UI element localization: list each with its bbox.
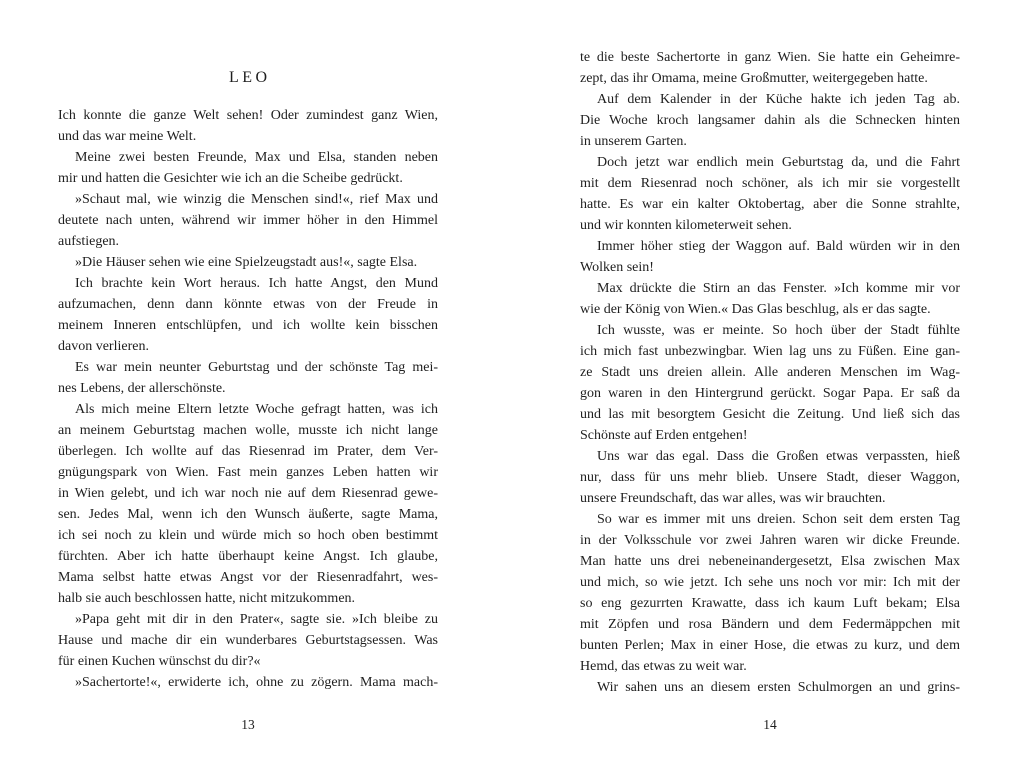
- text-line: wie der König von Wien.« Das Glas beschlug, als er das sagte.: [580, 302, 931, 317]
- text-line: nes Lebens, der allerschönste.: [58, 381, 226, 396]
- text-line: mit dem Riesenrad noch schöner, als ich mir sie vorgestellt: [580, 176, 960, 191]
- text-line: Auf dem Kalender in der Küche hakte ich jeden Tag ab.: [597, 92, 960, 107]
- text-line: Schönste auf Erden entgehen!: [580, 428, 748, 443]
- text-line: bunten Perlen; Max in einer Hose, die etwas zu kurz, und dem: [580, 638, 960, 653]
- text-line: »Papa geht mit dir in den Prater«, sagte sie. »Ich bleibe zu: [75, 612, 438, 627]
- text-line: hatte. Es war ein kalter Oktobertag, aber die Sonne strahlte,: [580, 197, 960, 212]
- left-text-block: [58, 105, 438, 693]
- text-line: Mama selbst hatte etwas Angst vor der Riesenradfahrt, wes-: [58, 570, 438, 585]
- text-line: an meinem Geburtstag machen wolle, musste ich nicht lange: [58, 423, 438, 438]
- text-line: und las mit besorgtem Gesicht die Zeitung. Und ließ sich das: [580, 407, 960, 422]
- page-right: [580, 0, 960, 775]
- text-line: zept, das ihr Omama, meine Großmutter, weitergegeben hatte.: [580, 71, 928, 86]
- text-line: für einen Kuchen wünschst du dir?«: [58, 654, 261, 669]
- text-line: Hemd, das etwas zu weit war.: [580, 659, 747, 674]
- page-number-right: 14: [763, 717, 777, 732]
- text-line: Ich wusste, was er meinte. So hoch über der Stadt fühlte: [597, 323, 960, 338]
- text-line: und wir konnten kilometerweit sehen.: [580, 218, 792, 233]
- text-line: Wolken sein!: [580, 260, 654, 275]
- text-line: in unserem Garten.: [580, 134, 687, 149]
- text-line: mir und hatten die Gesichter wie ich an die Scheibe gedrückt.: [58, 171, 403, 186]
- text-line: und mich, so wie jetzt. Ich sehe uns noch vor mir: Ich mit der: [580, 575, 960, 590]
- text-line: aufzumachen, denn dann könnte etwas von der Freude in: [58, 297, 438, 312]
- text-line: nur, dass für uns mehr blieb. Unsere Stadt, dieser Waggon,: [580, 470, 960, 485]
- page-number-left: 13: [241, 717, 255, 732]
- text-line: gon waren in den Hintergrund gerückt. Sogar Papa. Er saß da: [580, 386, 960, 401]
- text-line: te die beste Sachertorte in ganz Wien. Sie hatte ein Geheimre-: [580, 50, 960, 65]
- text-line: deutete nach unten, während wir immer höher in den Himmel: [58, 213, 438, 228]
- text-line: unsere Freundschaft, das war alles, was wir brauchten.: [580, 491, 886, 506]
- text-line: Hause und mache dir ein wunderbares Geburtstagsessen. Was: [58, 633, 438, 648]
- text-line: in Wien gelebt, und ich war noch nie auf dem Riesenrad gewe-: [58, 486, 438, 501]
- text-line: fürchten. Aber ich hatte überhaupt keine Angst. Ich glaube,: [58, 549, 438, 564]
- text-line: halb sie auch beschlossen hatte, nicht mitzukommen.: [58, 591, 356, 606]
- page-left: [58, 0, 438, 775]
- text-line: Doch jetzt war endlich mein Geburtstag da, und die Fahrt: [597, 155, 960, 170]
- text-line: und das war meine Welt.: [58, 129, 197, 144]
- text-line: »Schaut mal, wie winzig die Menschen sind!«, rief Max und: [75, 192, 438, 207]
- text-line: so eng gezurrten Krawatte, dass ich kaum Luft bekam; Elsa: [580, 596, 960, 611]
- text-line: Ich konnte die ganze Welt sehen! Oder zumindest ganz Wien,: [58, 108, 438, 123]
- text-line: Man hatte uns drei nebeneinandergesetzt, Elsa zwischen Max: [580, 554, 960, 569]
- right-text-block: [580, 47, 960, 698]
- text-line: aufstiegen.: [58, 234, 120, 249]
- text-line: mit Zöpfen und rosa Bändern und dem Federmäppchen mit: [580, 617, 960, 632]
- text-line: Wir sahen uns an diesem ersten Schulmorgen an und grins-: [597, 680, 960, 695]
- text-line: »Sachertorte!«, erwiderte ich, ohne zu zögern. Mama mach-: [75, 675, 438, 690]
- chapter-title: LEO: [228, 69, 271, 86]
- text-line: Meine zwei besten Freunde, Max und Elsa, standen neben: [75, 150, 438, 165]
- text-line: meinem Inneren entschlüpfen, und ich wollte kein bisschen: [58, 318, 438, 333]
- text-line: ich sei noch zu klein und würde mich so hoch oben bestimmt: [58, 528, 438, 543]
- text-line: gnügungspark von Wien. Fast mein ganzes Leben hatten wir: [58, 465, 438, 480]
- text-line: ich mich fast unbezwingbar. Wien lag uns zu Füßen. Eine gan-: [580, 344, 960, 359]
- text-line: »Die Häuser sehen wie eine Spielzeugstadt aus!«, sagte Elsa.: [75, 255, 418, 270]
- text-line: Max drückte die Stirn an das Fenster. »Ich komme mir vor: [597, 281, 960, 296]
- text-line: in der Volksschule vor zwei Jahren waren wir dicke Freunde.: [580, 533, 960, 548]
- text-line: Uns war das egal. Dass die Großen etwas verpassten, hieß: [597, 449, 960, 464]
- text-line: Als mich meine Eltern letzte Woche gefragt hatten, was ich: [75, 402, 438, 417]
- text-line: davon verlieren.: [58, 339, 149, 354]
- text-line: Die Woche kroch langsamer dahin als die Schnecken hinten: [580, 113, 960, 128]
- text-line: Es war mein neunter Geburtstag und der schönste Tag mei-: [75, 360, 438, 375]
- text-line: So war es immer mit uns dreien. Schon seit dem ersten Tag: [597, 512, 960, 527]
- text-line: überlegen. Ich wollte auf das Riesenrad im Prater, dem Ver-: [58, 444, 438, 459]
- text-line: Immer höher stieg der Waggon auf. Bald würden wir in den: [597, 239, 960, 254]
- text-line: sen. Jedes Mal, wenn ich den Wunsch äußerte, sagte Mama,: [58, 507, 438, 522]
- text-line: ze Stadt uns dreien allein. Alle anderen Menschen im Wag-: [580, 365, 960, 380]
- text-line: Ich brachte kein Wort heraus. Ich hatte Angst, den Mund: [75, 276, 438, 291]
